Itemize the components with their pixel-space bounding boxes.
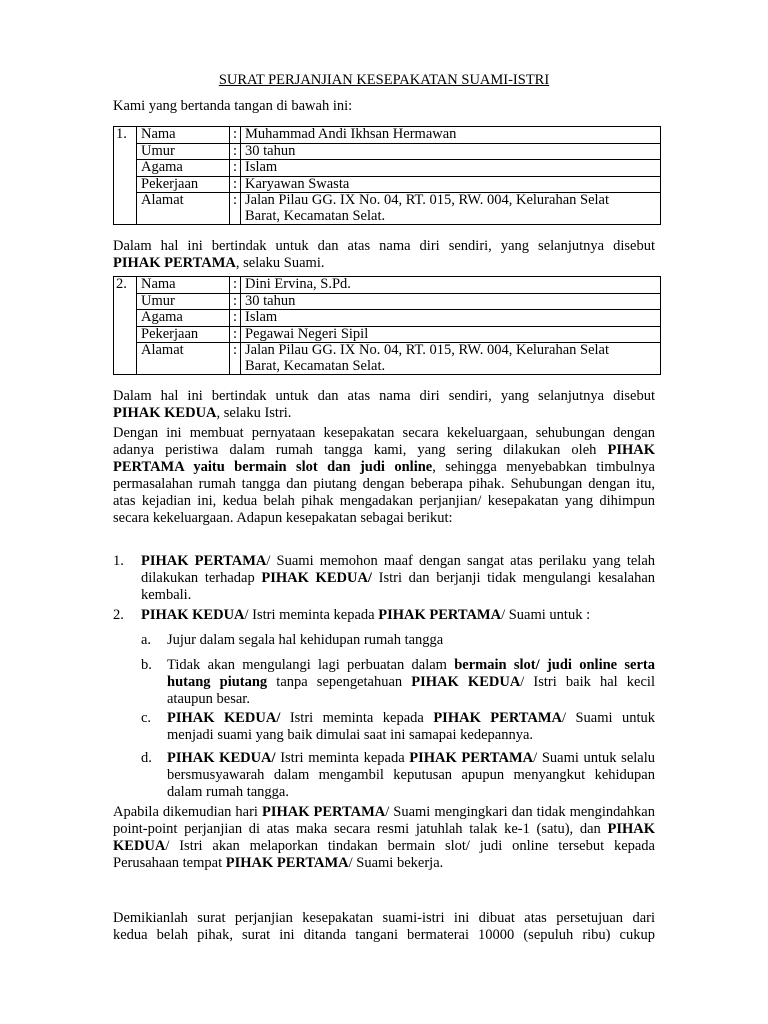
colon: : [230, 176, 241, 193]
point2-text-1: / Istri meminta kepada [244, 607, 379, 623]
party2-statement [113, 388, 655, 422]
sub-d-text-1: Istri meminta kepada [275, 750, 410, 766]
party2-agama: Islam [241, 310, 661, 327]
list-marker: b. [141, 657, 152, 673]
colon: : [230, 143, 241, 160]
table-row [114, 160, 661, 177]
list-item [141, 657, 655, 708]
colon: : [230, 343, 241, 375]
list-marker: 1. [113, 553, 124, 569]
label-pekerjaan: Pekerjaan [137, 326, 230, 343]
party1-role: PIHAK PERTAMA [113, 255, 236, 271]
colon: : [230, 293, 241, 310]
list-item [113, 607, 655, 624]
point1-text-1: / Suami memohon maaf dengan sangat atas perilaku yang telah dilakukan terhadap [141, 553, 656, 586]
party2-identity-table [113, 276, 661, 375]
point1-bold-2: PIHAK KEDUA/ [261, 570, 372, 586]
sub-d-text [167, 750, 655, 801]
party2-statement-line2 [113, 405, 655, 422]
label-umur: Umur [137, 143, 230, 160]
sub-b-text [167, 657, 655, 708]
label-pekerjaan: Pekerjaan [137, 176, 230, 193]
label-umur: Umur [137, 293, 230, 310]
colon: : [230, 127, 241, 144]
consequence-text-2: / Suami mengingkari dan tidak mengindahkan point-point perjanjian di atas maka secara resmi jatuhlah talak ke-1 (satu), dan [113, 804, 655, 837]
document-title: SURAT PERJANJIAN KESEPAKATAN SUAMI-ISTRI [218, 72, 550, 88]
table-row [114, 293, 661, 310]
table-row [114, 193, 661, 225]
party1-statement [113, 238, 655, 272]
sub-d-bold-1: PIHAK KEDUA/ [167, 750, 276, 766]
label-nama: Nama [137, 127, 230, 144]
list-marker: d. [141, 750, 152, 766]
list-marker: c. [141, 710, 152, 726]
consequence-text-3: / Istri akan melaporkan tindakan bermain slot/ judi online tersebut kepada Perusahaan tempat [113, 838, 655, 871]
list-item [141, 710, 655, 744]
label-alamat: Alamat [137, 343, 230, 375]
sub-b-text-2: tanpa sepengetahuan [267, 674, 412, 690]
label-alamat: Alamat [137, 193, 230, 225]
party2-nama: Dini Ervina, S.Pd. [241, 277, 661, 294]
party1-alamat-line2: Barat, Kecamatan Selat. [245, 207, 386, 224]
closing-paragraph [113, 910, 655, 944]
table-row [114, 343, 661, 375]
closing-line1: Demikianlah surat perjanjian kesepakatan suami-istri ini dibuat atas persetujuan dari [113, 910, 655, 926]
point2-text-2: / Suami untuk : [501, 607, 591, 623]
party1-pekerjaan: Karyawan Swasta [241, 176, 661, 193]
sub-b-text-3: / Istri baik hal kecil ataupun besar. [167, 674, 655, 707]
party2-pekerjaan: Pegawai Negeri Sipil [241, 326, 661, 343]
label-agama: Agama [137, 160, 230, 177]
label-nama: Nama [137, 277, 230, 294]
list-item [141, 632, 655, 649]
colon: : [230, 193, 241, 225]
party2-role: PIHAK KEDUA [113, 405, 217, 421]
point2-text [141, 607, 655, 624]
body-bold-1: PIHAK PERTAMA yaitu bermain slot dan judi online [113, 442, 655, 475]
table-row [114, 326, 661, 343]
point1-text [141, 553, 655, 604]
table-row [114, 176, 661, 193]
point2-bold-1: PIHAK KEDUA [141, 607, 245, 623]
party1-agama: Islam [241, 160, 661, 177]
sub-c-bold-1: PIHAK KEDUA/ [167, 710, 281, 726]
table-row [114, 143, 661, 160]
label-agama: Agama [137, 310, 230, 327]
party2-role-suffix: , selaku Istri. [216, 405, 292, 421]
consequence-bold-2: PIHAK KEDUA [113, 821, 655, 854]
party1-role-suffix: , selaku Suami. [235, 255, 325, 271]
sub-c-text [167, 710, 655, 744]
sub-c-text-1: Istri meminta kepada [280, 710, 434, 726]
body-text-2: , sehingga menyebabkan timbulnya permasalahan rumah tangga dan piutang dengan beberapa pihak. Sehubungan dengan itu, atas kejadian ini, kedua belah pihak mengadakan perjanjian/ kesepakatan yang dihimpun secara kekeluargaan. Adapun kesepakatan sebagai berikut: [113, 459, 655, 526]
party2-statement-line1: Dalam hal ini bertindak untuk dan atas nama diri sendiri, yang selanjutnya disebut [113, 388, 655, 404]
point1-bold-1: PIHAK PERTAMA [141, 553, 267, 569]
colon: : [230, 277, 241, 294]
consequence-text-4: / Suami bekerja. [348, 855, 444, 871]
consequence-text-1: Apabila dikemudian hari [113, 804, 262, 820]
party1-statement-line2 [113, 255, 655, 272]
sub-b-bold-2: PIHAK KEDUA [411, 674, 521, 690]
list-item [113, 553, 655, 604]
body-paragraph [113, 425, 655, 527]
party2-alamat [241, 343, 661, 375]
party2-alamat-line2: Barat, Kecamatan Selat. [245, 357, 386, 374]
consequence-bold-1: PIHAK PERTAMA [261, 804, 386, 820]
party1-identity-table [113, 126, 661, 225]
party1-nama: Muhammad Andi Ikhsan Hermawan [241, 127, 661, 144]
sub-d-text-2: / Suami untuk selalu bersmusyawarah dalam mengambil keputusan apupun menyangkut kehidupan dalam rumah tangga. [167, 750, 656, 800]
party1-alamat [241, 193, 661, 225]
body-text-1: Dengan ini membuat pernyataan kesepakatan secara kekeluargaan, sehubungan dengan adanya peristiwa dalam rumah tangga kami, yang sering dilakukan oleh [113, 425, 655, 458]
party1-umur: 30 tahun [241, 143, 661, 160]
colon: : [230, 310, 241, 327]
table-row [114, 127, 661, 144]
party1-alamat-line1: Jalan Pilau GG. IX No. 04, RT. 015, RW. 004, Kelurahan Selat [245, 192, 610, 208]
sub-b-bold-1: bermain slot/ judi online serta hutang piutang [167, 657, 655, 690]
party2-number: 2. [114, 277, 137, 375]
closing-line2: kedua belah pihak, surat ini ditanda tangani bermaterai 10000 (sepuluh ribu) cukup [113, 927, 655, 943]
sub-c-bold-2: PIHAK PERTAMA [433, 710, 562, 726]
list-marker: a. [141, 632, 152, 648]
party2-umur: 30 tahun [241, 293, 661, 310]
sub-c-text-2: / Suami untuk menjadi suami yang baik dimulai saat ini samapai kedepannya. [167, 710, 656, 743]
list-marker: 2. [113, 607, 124, 623]
sub-b-text-1: Tidak akan mengulangi lagi perbuatan dalam [167, 657, 455, 673]
sub-a-text: Jujur dalam segala hal kehidupan rumah tangga [167, 632, 444, 648]
consequence-paragraph [113, 804, 655, 872]
party2-alamat-line1: Jalan Pilau GG. IX No. 04, RT. 015, RW. 004, Kelurahan Selat [245, 342, 610, 358]
party1-number: 1. [114, 127, 137, 225]
sub-d-bold-2: PIHAK PERTAMA [409, 750, 534, 766]
colon: : [230, 326, 241, 343]
consequence-bold-3: PIHAK PERTAMA [225, 855, 349, 871]
colon: : [230, 160, 241, 177]
party1-statement-line1: Dalam hal ini bertindak untuk dan atas nama diri sendiri, yang selanjutnya disebut [113, 238, 655, 254]
intro-text: Kami yang bertanda tangan di bawah ini: [113, 98, 353, 114]
list-item [141, 750, 655, 801]
table-row [114, 277, 661, 294]
point1-text-2: Istri dan berjanji tidak mengulangi kesalahan kembali. [141, 570, 656, 603]
table-row [114, 310, 661, 327]
point2-bold-2: PIHAK PERTAMA [378, 607, 502, 623]
